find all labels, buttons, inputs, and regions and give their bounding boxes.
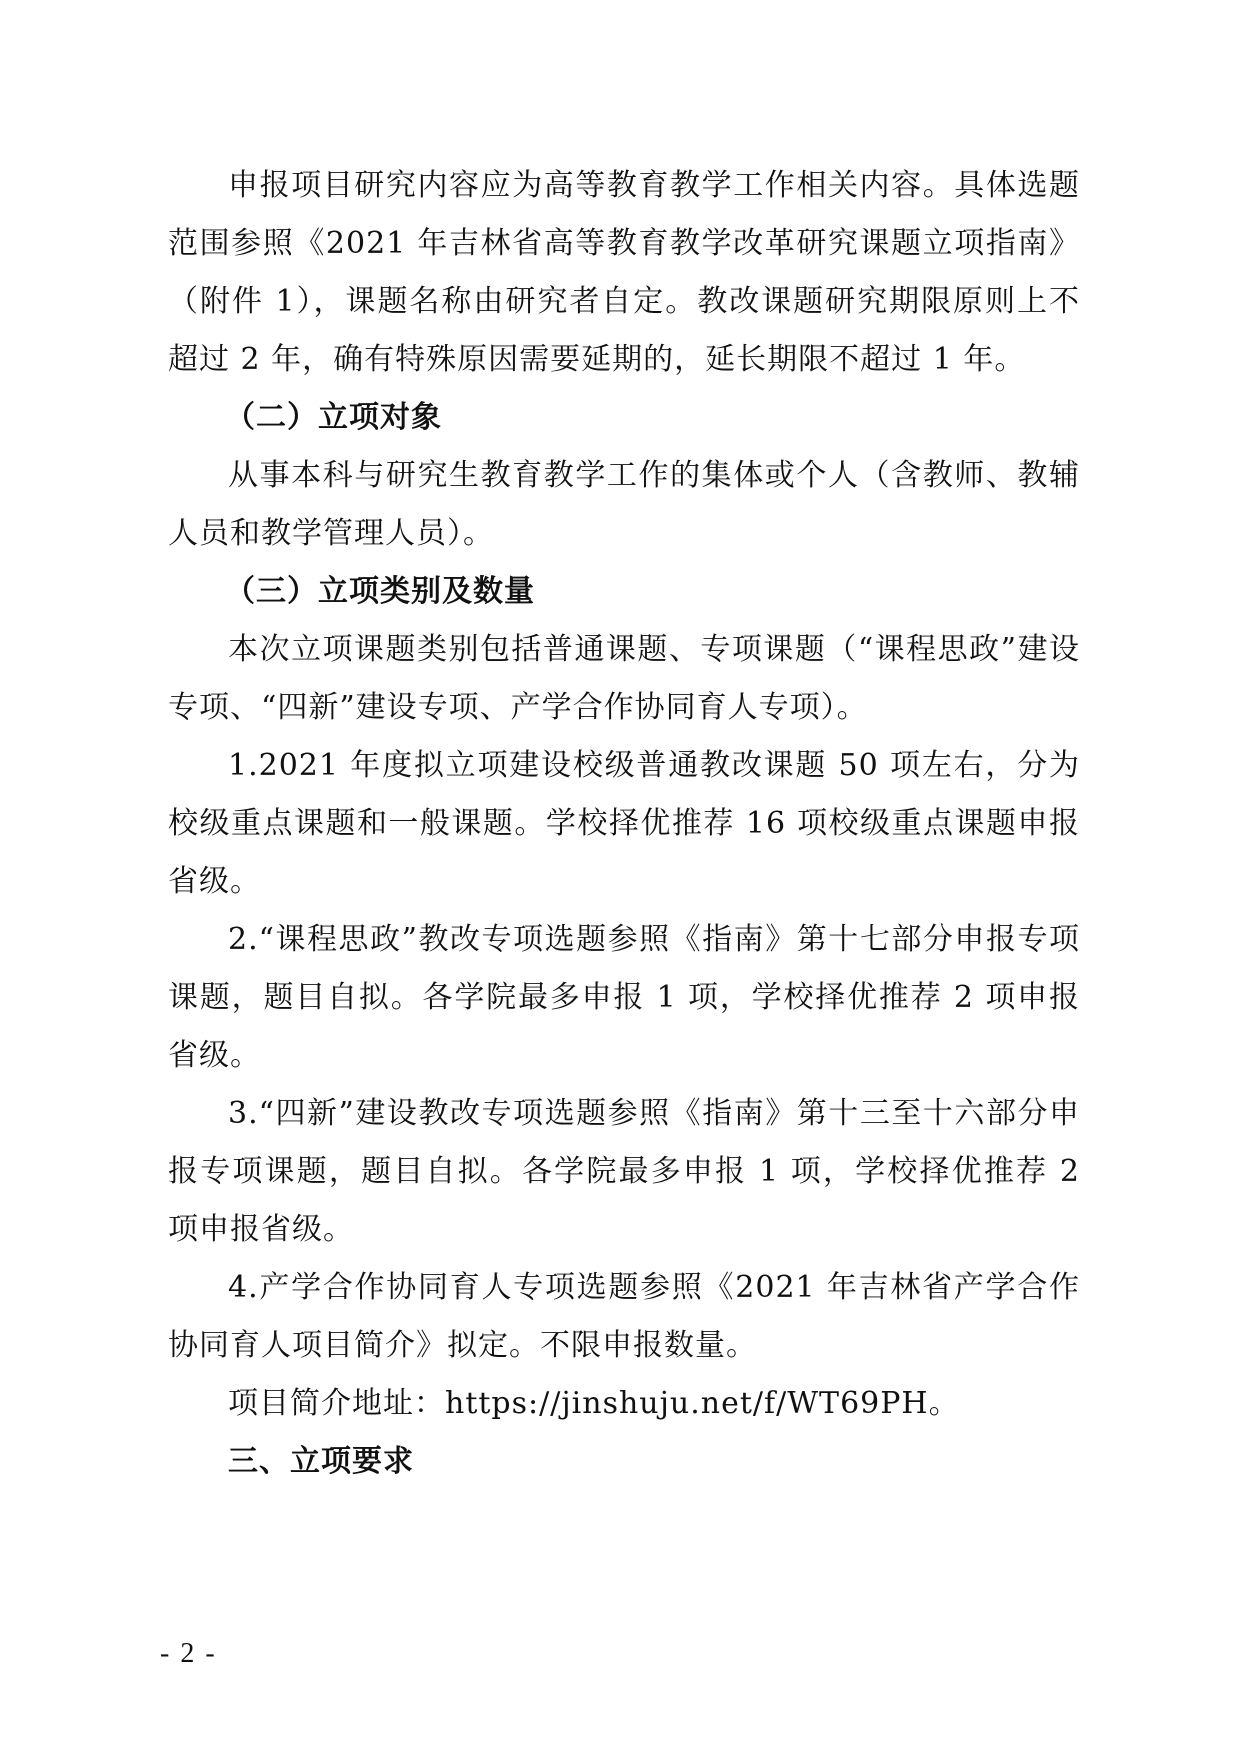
list-item-four-new-projects: 3.“四新”建设教改专项选题参照《指南》第十三至十六部分申报专项课题，题目自拟。各学院最多申报 1 项，学校择优推荐 2 项申报省级。: [168, 1096, 1080, 1247]
list-item-industry-projects: 4.产学合作协同育人专项选题参照《2021 年吉林省产学合作协同育人项目简介》拟定。不限申报数量。: [168, 1270, 1080, 1363]
document-body: [168, 157, 1080, 1491]
list-item-ideology-projects: 2.“课程思政”教改专项选题参照《指南》第十七部分申报专项课题，题目自拟。各学院最多申报 1 项，学校择优推荐 2 项申报省级。: [168, 922, 1080, 1073]
paragraph-project-target: 从事本科与研究生教育教学工作的集体或个人（含教师、教辅人员和教学管理人员）。: [168, 458, 1080, 551]
page-number: - 2 -: [160, 1638, 217, 1669]
paragraph-research-content: 申报项目研究内容应为高等教育教学工作相关内容。具体选题范围参照《2021 年吉林省高等教育教学改革研究课题立项指南》（附件 1），课题名称由研究者自定。教改课题研究期限原则上不超过 2 年，确有特殊原因需要延期的，延长期限不超过 1 年。: [168, 168, 1080, 377]
paragraph-project-url: 项目简介地址：https://jinshuju.net/f/WT69PH。: [228, 1386, 960, 1421]
paragraph-category-intro: 本次立项课题类别包括普通课题、专项课题（“课程思政”建设专项、“四新”建设专项、产学合作协同育人专项）。: [168, 632, 1080, 725]
heading-project-category: （三）立项类别及数量: [225, 574, 535, 609]
list-item-general-projects: 1.2021 年度拟立项建设校级普通教改课题 50 项左右，分为校级重点课题和一般课题。学校择优推荐 16 项校级重点课题申报省级。: [168, 748, 1080, 899]
heading-project-target: （二）立项对象: [225, 400, 442, 435]
heading-project-requirements: 三、立项要求: [228, 1444, 414, 1479]
